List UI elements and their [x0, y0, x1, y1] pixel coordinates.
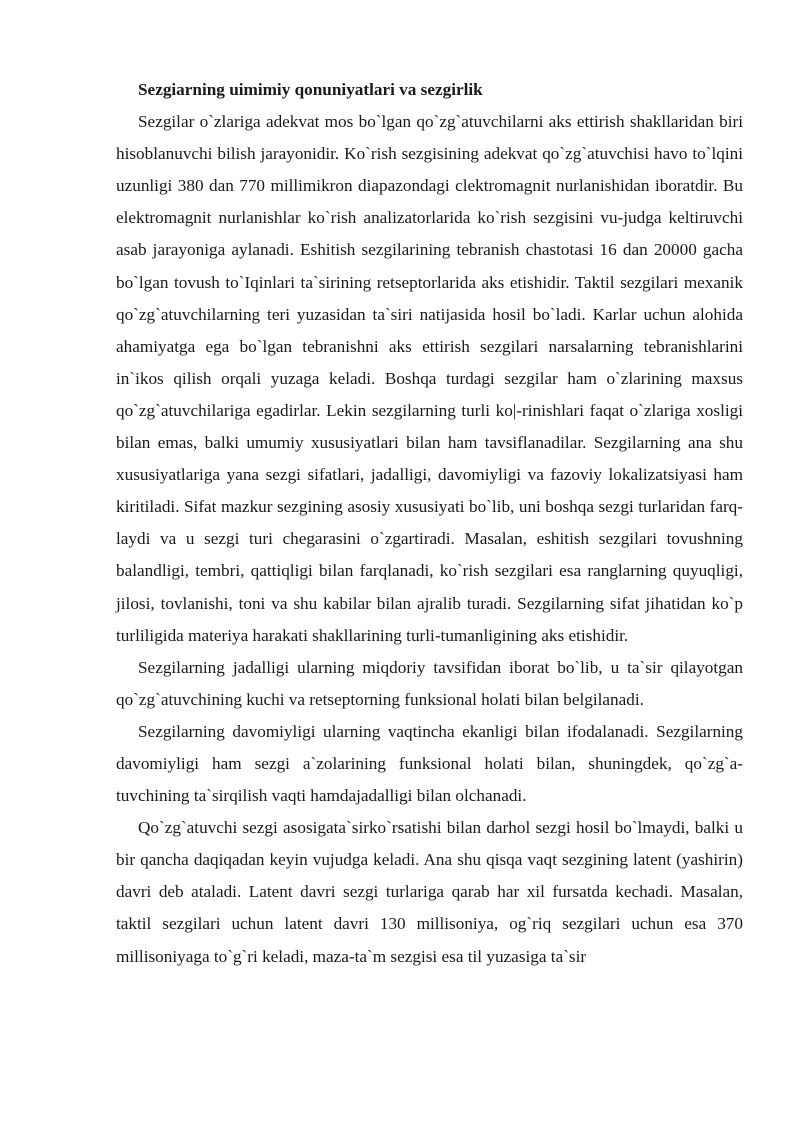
paragraph-sensory-adequacy: Sezgilar o`zlariga adekvat mos bo`lgan qo`zg`atuvchilarni aks ettirish shakllaridan biri hisoblanuvchi bilish jarayonidir. Ko`rish sezgisining adekvat qo`zg`atuvchisi havo to`lqini uzunligi 380 dan 770 millimikron diapazondagi clektromagnit nurlanishidan iboratdir. Bu elektromagnit nurlanishlar ko`rish analizatorlarida ko`rish sezgisini vu-judga keltiruvchi asab jarayoniga aylanadi. Eshitish sezgilarining tebranish chastotasi 16 dan 20000 gacha bo`lgan tovush to`Iqinlari ta`sirining retseptorlarida aks etishidir. Taktil sezgilari mexanik qo`zg`atuvchilarning teri yuzasidan ta`siri natijasida hosil bo`ladi. Karlar uchun alohida ahamiyatga ega bo`lgan tebranishni aks ettirish sezgilari narsalarning tebranishlarini in`ikos qilish orqali yuzaga keladi. Boshqa turdagi sezgilar ham o`zlarining maxsus qo`zg`atuvchilariga egadirlar. Lekin sezgilarning turli ko|-rinishlari faqat o`zlariga xosligi bilan emas, balki umumiy xususiyatlari bilan ham tavsiflanadilar. Sezgilarning ana shu xususiyatlariga yana sezgi sifatlari, jadalligi, davomiyligi va fazoviy lokalizatsiyasi ham kiritiladi. Sifat mazkur sezgining asosiy xususiyati bo`lib, uni boshqa sezgi turlaridan farq-laydi va u sezgi turi chegarasini o`zgartiradi. Masalan, eshitish sezgilari tovushning balandligi, tembri, qattiqligi bilan farqlanadi, ko`rish sezgilari esa ranglarning quyuqligi, jilosi, tovlanishi, toni va shu kabilar bilan ajralib turadi. Sezgilarning sifat jihatidan ko`p turliligida materiya harakati shakllarining turli-tumanligining aks etishidir. [116, 112, 743, 645]
paragraph-duration: Sezgilarning davomiyligi ularning vaqtincha ekanligi bilan ifodalanadi. Sezgilarning davomiyligi ham sezgi a`zolarining funksional holati bilan, shuningdek, qo`zg`a-tuvchining ta`sirqilish vaqti hamdajadalligi bilan olchanadi. [116, 721, 743, 806]
section-heading: Sezgiarning uimimiy qonuniyatlari va sezgirlik [138, 80, 483, 99]
paragraph-intensity: Sezgilarning jadalligi ularning miqdoriy tavsifidan iborat bo`lib, u ta`sir qilayotgan qo`zg`atuvchining kuchi va retseptorning funksional holati bilan belgilanadi. [116, 657, 743, 709]
paragraph-latent-period: Qo`zg`atuvchi sezgi asosigata`sirko`rsatishi bilan darhol sezgi hosil bo`lmaydi, balki u bir qancha daqiqadan keyin vujudga keladi. Ana shu qisqa vaqt sezgining latent (yashirin) davri deb ataladi. Latent davri sezgi turlariga qarab har xil fursatda kechadi. Masalan, taktil sezgilari uchun latent davri 130 millisoniya, og`riq sezgilari uchun esa 370 millisoniyaga to`g`ri keladi, maza-ta`m sezgisi esa til yuzasiga ta`sir [116, 818, 743, 966]
document-body [116, 74, 743, 973]
